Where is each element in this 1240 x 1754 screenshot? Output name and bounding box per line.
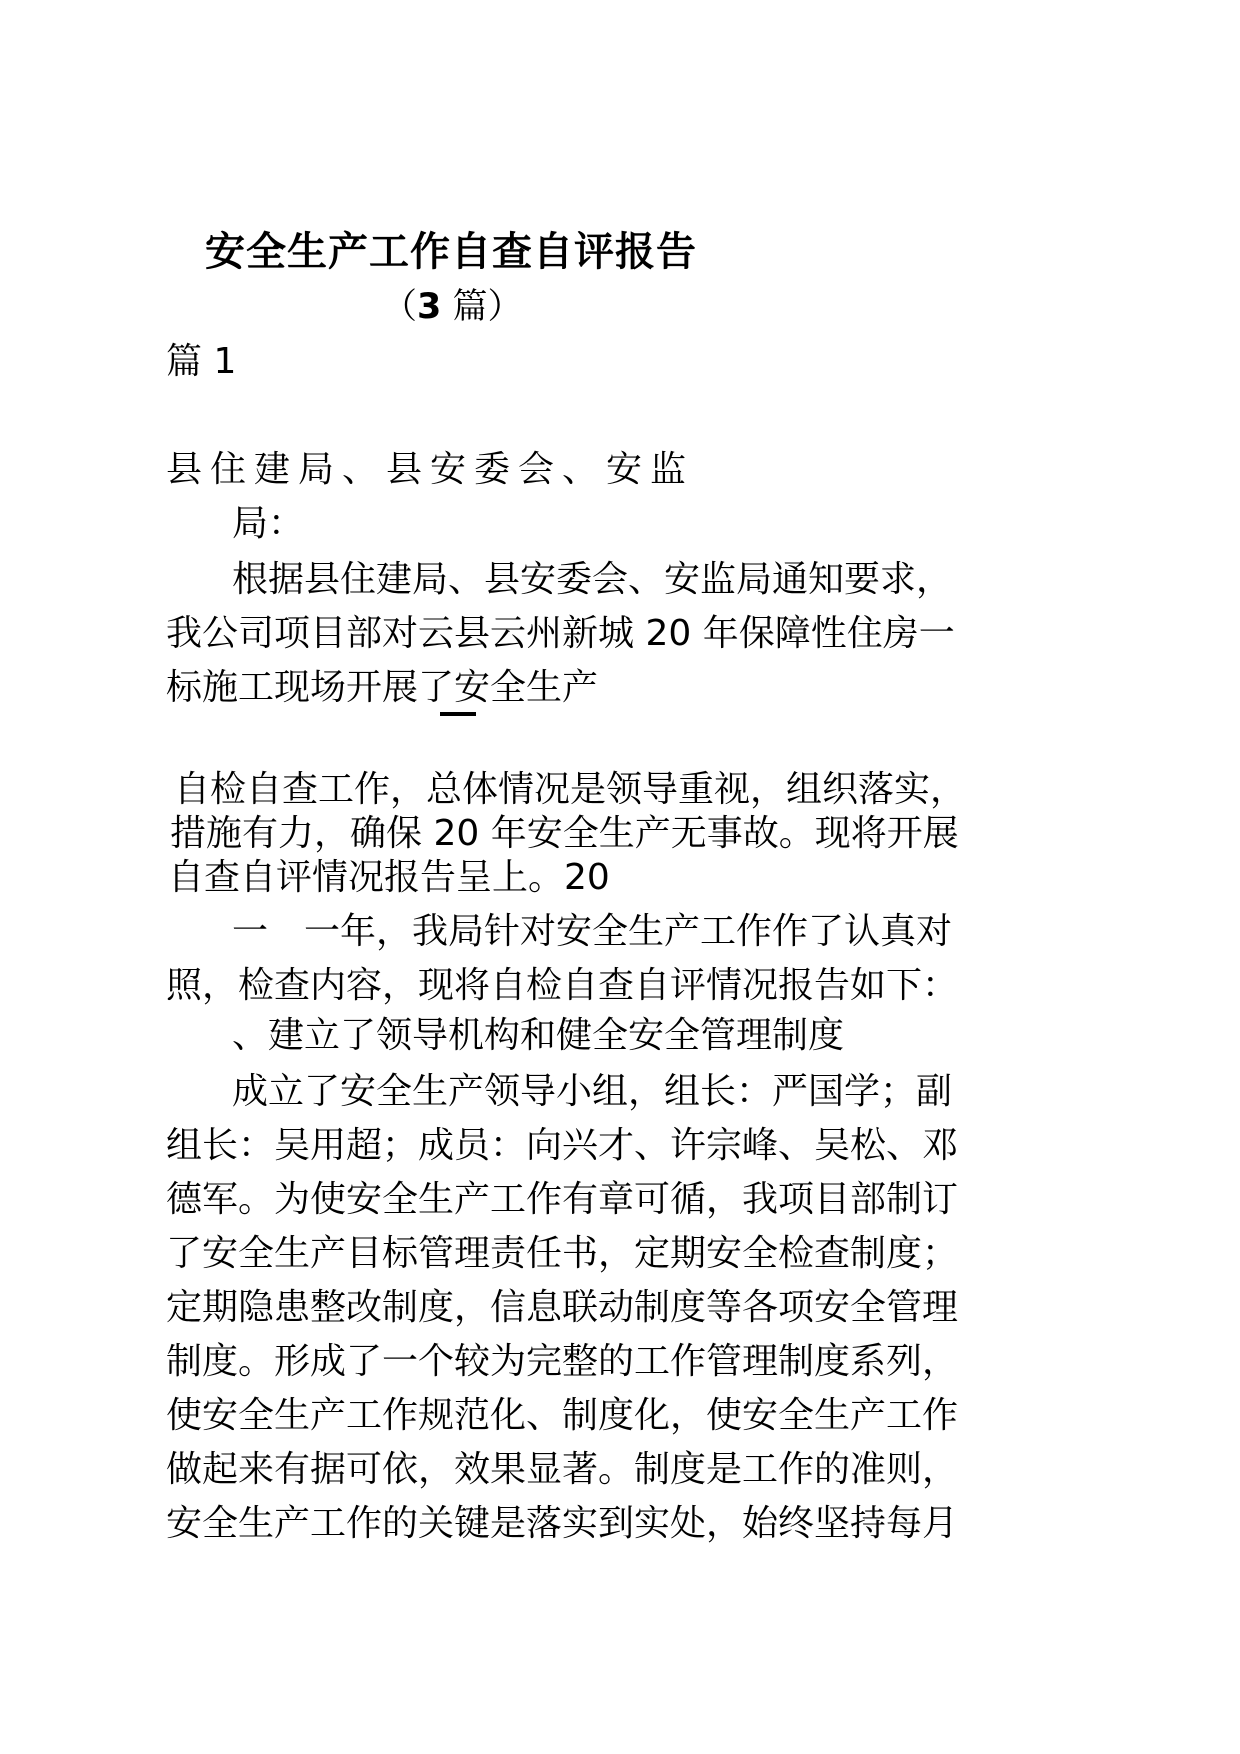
section-heading: 、建立了领导机构和健全安全管理制度 [232,1015,845,1056]
body-line: 标施工现场开展了安全生产 [166,667,599,708]
body-line: 使安全生产工作规范化、制度化，使安全生产工作 [166,1395,959,1436]
body-line: 了安全生产目标管理责任书，定期安全检查制度； [166,1233,959,1274]
body-line: 成立了安全生产领导小组，组长：严国学；副 [232,1071,953,1112]
body-line: 安全生产工作的关键是落实到实处，始终坚持每月 [166,1503,959,1544]
body-line: 根据县住建局、县安委会、安监局通知要求， [232,559,953,600]
addressee-line-2: 局： [232,503,305,544]
body-line: 自查自评情况报告呈上。20 [168,857,610,898]
document-subtitle [382,286,523,328]
body-line: 自检自查工作，总体情况是领导重视，组织落实， [174,769,967,810]
subtitle-close: 篇） [441,287,523,327]
body-line: 制度。形成了一个较为完整的工作管理制度系列， [166,1341,959,1382]
body-line: 德军。为使安全生产工作有章可循，我项目部制订 [166,1179,959,1220]
body-line: 做起来有据可依，效果显著。制度是工作的准则， [166,1449,959,1490]
body-line: 我公司项目部对云县云州新城 20 年保障性住房一 [166,613,955,654]
body-line: 一 一年，我局针对安全生产工作作了认真对 [232,911,953,952]
addressee-line-1: 县住建局、县安委会、安监 [166,449,695,490]
body-line: 措施有力，确保 20 年安全生产无事故。现将开展 [170,813,959,854]
body-line: 定期隐患整改制度，信息联动制度等各项安全管理 [166,1287,959,1328]
dash-mark [440,712,476,716]
section-label: 篇 1 [166,341,237,382]
document-title: 安全生产工作自查自评报告 [205,229,697,275]
body-line: 组长：吴用超；成员：向兴才、许宗峰、吴松、邓 [166,1125,959,1166]
subtitle-count: 3 [417,287,442,327]
body-line: 照，检查内容，现将自检自查自评情况报告如下： [166,965,959,1006]
subtitle-open-paren: （ [382,287,418,327]
